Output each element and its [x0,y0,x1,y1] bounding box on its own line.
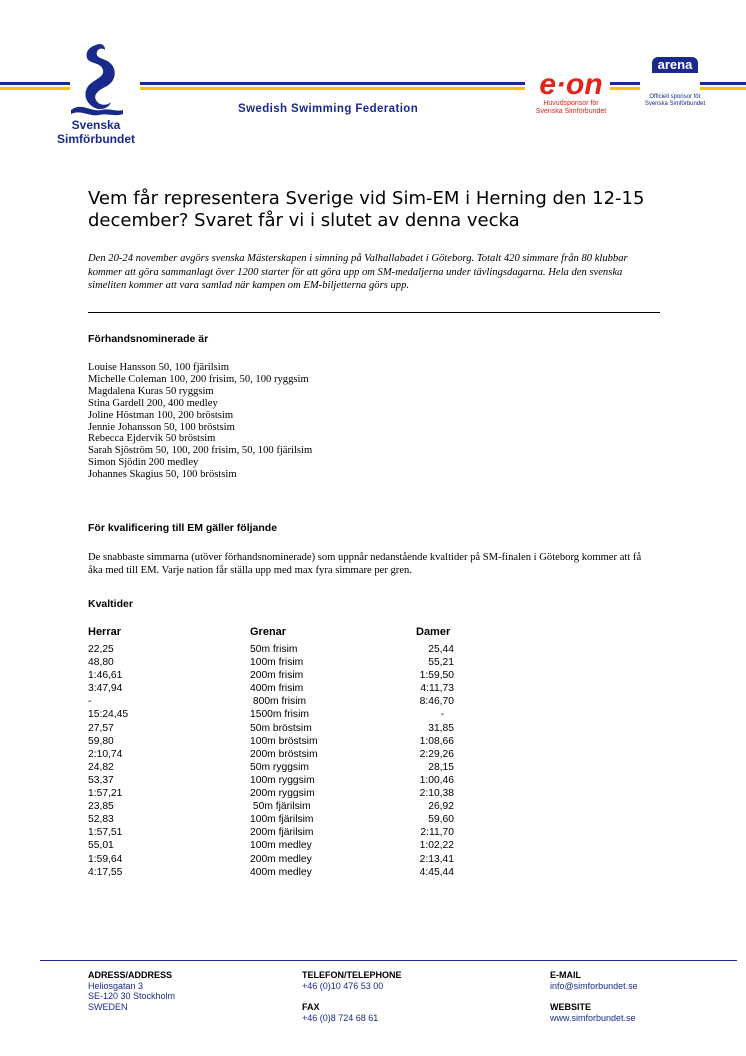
federation-name: Swedish Swimming Federation [238,103,419,115]
table-cell: 100m ryggsim [250,774,315,786]
website-link[interactable]: www.simforbundet.se [550,1012,636,1023]
table-cell: 1500m frisim [250,709,309,721]
fax-label: FAX [302,1002,320,1012]
list-item: Johannes Skagius 50, 100 bröstsim [88,469,237,481]
table-cell: 50m bröstsim [250,722,312,734]
table-cell: 4:11,73 [420,683,454,695]
table-cell: 24,82 [88,761,114,773]
table-cell: 200m frisim [250,670,304,682]
table-cell: 27,57 [88,722,114,734]
address-line: Heliosgatan 3 [88,980,144,991]
women-times-column [380,643,454,879]
table-cell: 4:17,55 [88,866,123,878]
men-times-column [88,643,128,879]
eon-logo: e·on [539,68,603,101]
footer-divider [40,960,737,961]
table-cell: 1:57,51 [88,827,123,839]
table-cell: 1:08,66 [419,735,454,747]
eon-sponsor [522,70,620,116]
event-column [250,643,318,879]
table-cell: 400m medley [250,866,312,878]
table-cell: 31,85 [428,722,454,734]
table-cell: - [440,709,444,721]
table-cell: 53,37 [88,774,114,786]
table-cell: 200m ryggsim [250,788,315,800]
table-cell: 55,01 [88,840,114,852]
table-cell: 1:59,64 [88,853,123,865]
table-cell: 25,44 [428,644,454,655]
table-cell: 23,85 [88,801,114,813]
table-cell: 100m fjärilsim [250,814,314,826]
table-cell: 200m medley [250,853,312,865]
address-label: ADRESS/ADDRESS [88,970,173,980]
table-cell: 1:57,21 [88,788,123,800]
arena-sponsor [637,56,713,108]
table-cell: 50m ryggsim [250,761,309,773]
email-link[interactable]: info@simforbundet.se [550,980,638,991]
times-heading: Kvaltider [88,598,133,610]
nominated-heading: Förhandsnominerade är [88,333,209,345]
table-cell: 26,92 [428,801,454,813]
page-title: Vem får representera Sverige vid Sim-EM i Herning den 12-15 december? Svaret får vi i slutet av denna vecka [88,188,645,231]
column-header-women: Damer [416,626,451,638]
table-cell: 2:29,26 [419,748,454,760]
table-cell: - [88,696,92,708]
fax-number: +46 (0)8 724 68 61 [302,1012,379,1023]
table-cell: 52,83 [88,814,114,826]
eon-sub-line1: Huvudsponsor för [543,100,599,107]
logo-text-line2: Simförbundet [57,132,135,146]
list-item: Sarah Sjöström 50, 100, 200 frisim, 50, 100 fjärilsim [88,445,313,457]
nominated-list [88,362,312,481]
header-stripe-yellow-mid [140,87,525,90]
qualification-paragraph: De snabbaste simmarna (utöver förhandsnominerade) som uppnår nedanstående kvaltider på SM-finalen i Göteborg kommer att få åka med till EM. Varje nation får ställa upp med max fyra simmare per gren. [88,552,642,576]
phone-number: +46 (0)10 476 53 00 [302,980,384,991]
table-cell: 8:46,70 [419,696,454,708]
address-line: SE-120 30 Stockholm [88,991,176,1001]
list-item: Michelle Coleman 100, 200 frisim, 50, 100 ryggsim [88,373,309,385]
footer-address [88,970,175,1012]
table-cell: 1:02,22 [419,840,454,852]
table-cell: 50m fjärilsim [250,801,311,813]
email-label: E-MAIL [550,970,581,980]
arena-sub-line1: Officiell sponsor för [649,94,701,100]
table-cell: 800m frisim [250,696,307,708]
table-cell: 100m frisim [250,657,304,669]
list-item: Louise Hansson 50, 100 fjärilsim [88,362,229,373]
table-cell: 2:11,70 [420,827,454,839]
table-cell: 3:47,94 [88,683,123,695]
intro-paragraph: Den 20-24 november avgörs svenska Mästerskapen i simning på Valhallabadet i Göteborg. Totalt 420 simmare från 80 klubbar kommer att göra sammanlagt över 1200 starter för att göra upp om SM-medaljerna under tävlingsdagarna. Hela den svenska simeliten kommer att vara samlad när kampen om EM-biljetterna görs upp. [88,253,628,291]
table-cell: 22,25 [88,644,114,655]
list-item: Magdalena Kuras 50 ryggsim [88,385,214,397]
list-item: Rebecca Ejdervik 50 bröstsim [88,433,216,445]
table-cell: 200m bröstsim [250,748,318,760]
qualification-heading: För kvalificering till EM gäller följande [88,522,278,534]
table-cell: 59,60 [428,814,454,826]
table-cell: 15:24,45 [88,709,129,721]
table-cell: 100m bröstsim [250,735,318,747]
arena-sub-line2: Svenska Simförbundet [644,101,706,107]
table-cell: 2:13,41 [419,853,454,865]
table-cell: 100m medley [250,840,312,852]
list-item: Stina Gardell 200, 400 medley [88,397,218,409]
table-cell: 48,80 [88,657,114,669]
website-label: WEBSITE [550,1002,592,1012]
table-cell: 1:59,50 [419,670,454,682]
column-header-men: Herrar [88,626,122,638]
divider [88,312,660,313]
table-cell: 2:10,74 [88,748,123,760]
list-item: Jennie Johansson 50, 100 bröstsim [88,421,235,433]
logo-text-line1: Svenska [71,118,121,132]
eon-sub-line2: Svenska Simförbundet [535,108,607,115]
arena-logo: arena [652,57,699,73]
header-stripe-blue-mid [140,82,525,85]
seahorse-icon [61,40,131,118]
table-cell: 200m fjärilsim [250,827,314,839]
table-cell: 2:10,38 [419,788,454,800]
federation-logo [44,40,148,150]
phone-label: TELEFON/TELEPHONE [302,970,402,980]
footer-phone [302,970,402,1023]
list-item: Simon Sjödin 200 medley [88,457,199,469]
table-cell: 1:00,46 [419,774,454,786]
table-cell: 400m frisim [250,683,304,695]
table-cell: 59,80 [88,735,114,747]
table-cell: 1:46,61 [88,670,123,682]
column-header-event: Grenar [250,626,287,638]
footer-contact [550,970,638,1023]
table-cell: 28,15 [428,761,454,773]
address-line: SWEDEN [88,1001,128,1012]
table-cell: 50m frisim [250,644,298,655]
table-cell: 4:45,44 [419,866,454,878]
list-item: Joline Höstman 100, 200 bröstsim [88,409,234,421]
table-cell: 55,21 [428,657,454,669]
